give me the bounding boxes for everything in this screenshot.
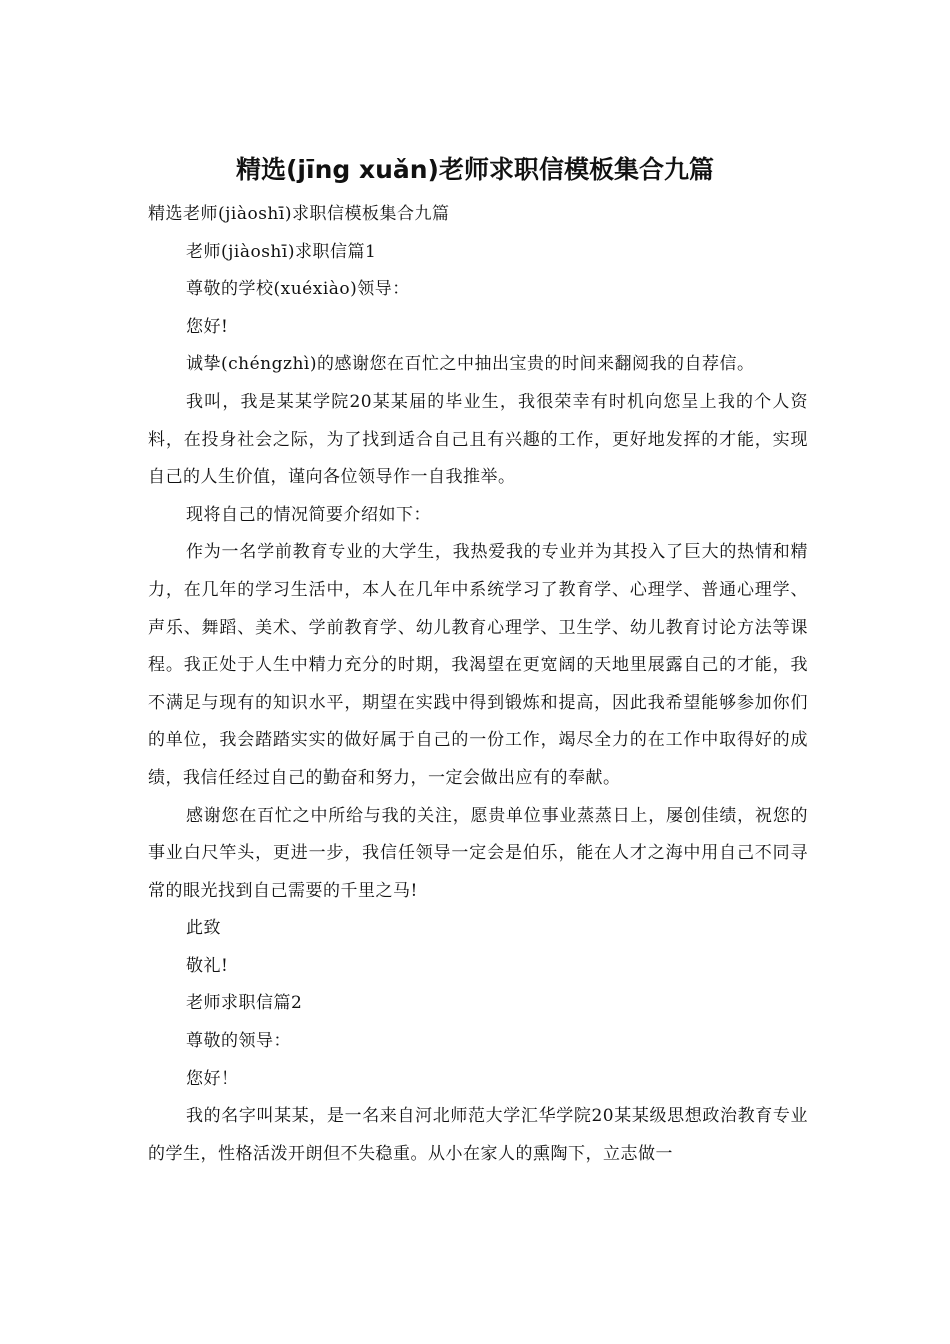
paragraph: 我叫，我是某某学院20某某届的毕业生，我很荣幸有时机向您呈上我的个人资料，在投身社会之际，为了找到适合自己且有兴趣的工作，更好地发挥的才能，实现自己的人生价值，谨向各位领导作一自我推举。 [148, 391, 808, 488]
paragraph: 此致 [186, 918, 221, 939]
document-body [148, 196, 808, 1173]
document-title: 精选(jīng xuǎn)老师求职信模板集合九篇 [236, 155, 714, 184]
paragraph: 老师(jiàoshī)求职信篇1 [186, 241, 377, 262]
paragraph: 敬礼! [186, 955, 229, 976]
paragraph: 现将自己的情况简要介绍如下： [186, 504, 431, 525]
paragraph: 感谢您在百忙之中所给与我的关注，愿贵单位事业蒸蒸日上，屡创佳绩，祝您的事业白尺竿头，更进一步，我信任领导一定会是伯乐，能在人才之海中用自己不同寻常的眼光找到自己需要的千里之马! [148, 805, 808, 901]
paragraph: 精选老师(jiàoshī)求职信模板集合九篇 [148, 204, 450, 224]
paragraph: 我的名字叫某某，是一名来自河北师范大学汇华学院20某某级思想政治教育专业的学生，性格活泼开朗但不失稳重。从小在家人的熏陶下，立志做一 [148, 1106, 808, 1164]
paragraph: 老师求职信篇2 [186, 993, 303, 1014]
paragraph: 作为一名学前教育专业的大学生，我热爱我的专业并为其投入了巨大的热情和精力，在几年的学习生活中，本人在几年中系统学习了教育学、心理学、普通心理学、声乐、舞蹈、美术、学前教育学、幼儿教育心理学、卫生学、幼儿教育讨论方法等课程。我正处于人生中精力充分的时期，我渴望在更宽阔的天地里展露自己的才能，我不满足与现有的知识水平，期望在实践中得到锻炼和提高，因此我希望能够参加你们的单位，我会踏踏实实的做好属于自己的一份工作，竭尽全力的在工作中取得好的成绩，我信任经过自己的勤奋和努力，一定会做出应有的奉献。 [148, 542, 808, 788]
paragraph: 尊敬的学校(xuéxiào)领导： [186, 279, 410, 300]
paragraph: 尊敬的领导： [186, 1031, 291, 1052]
paragraph: 诚挚(chéngzhì)的感谢您在百忙之中抽出宝贵的时间来翻阅我的自荐信。 [186, 354, 755, 375]
paragraph: 您好! [186, 316, 229, 337]
paragraph: 您好！ [186, 1068, 239, 1089]
